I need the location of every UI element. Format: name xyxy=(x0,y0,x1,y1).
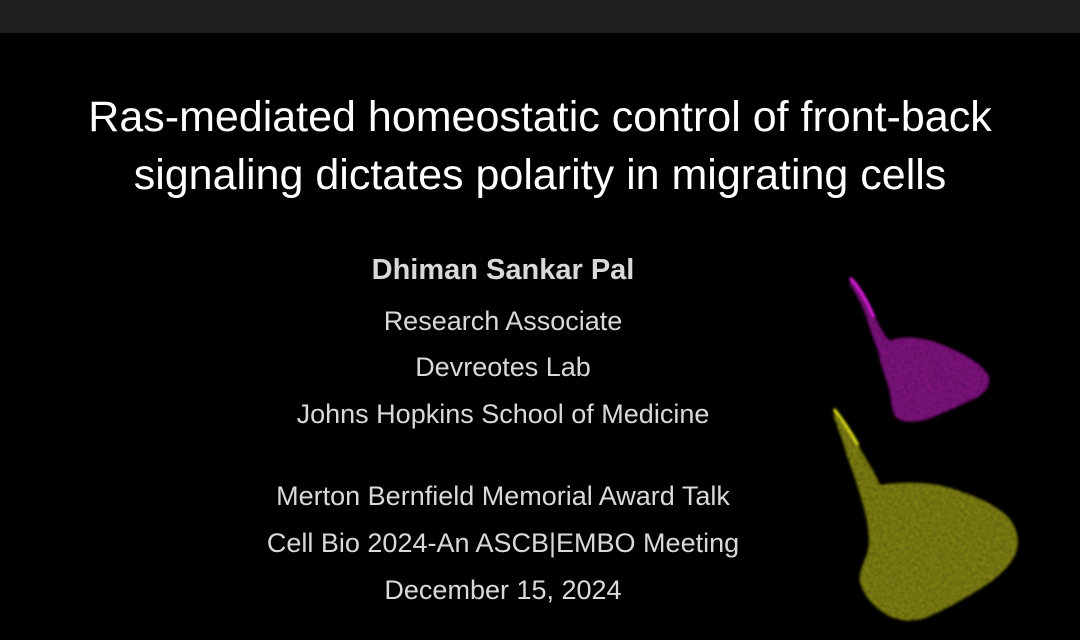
author-institution: Johns Hopkins School of Medicine xyxy=(296,399,710,429)
event-meeting: Cell Bio 2024-An ASCB|EMBO Meeting xyxy=(266,528,740,558)
author-name: Dhiman Sankar Pal xyxy=(371,254,635,286)
author-role: Research Associate xyxy=(383,306,623,336)
top-bar xyxy=(0,0,1080,33)
event-name: Merton Bernfield Memorial Award Talk xyxy=(276,481,730,511)
slide-title-line-2: signaling dictates polarity in migrating cells xyxy=(133,151,947,199)
yellow-cell xyxy=(834,409,1018,620)
event-date: December 15, 2024 xyxy=(384,575,622,605)
author-lab: Devreotes Lab xyxy=(415,352,591,382)
magenta-cell xyxy=(850,278,989,422)
magenta-cell-body xyxy=(850,278,989,422)
presentation-slide xyxy=(0,33,1080,640)
migrating-cells-image xyxy=(820,233,1040,633)
yellow-cell-body xyxy=(834,409,1018,620)
slide-title-line-1: Ras-mediated homeostatic control of front-back xyxy=(88,93,992,141)
